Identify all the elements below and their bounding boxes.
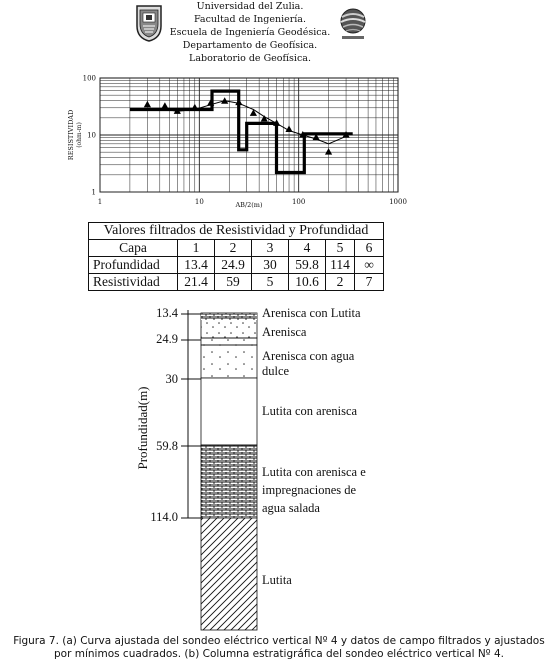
table-cell: 13.4 bbox=[178, 257, 215, 274]
y-tick-label: 10 bbox=[87, 131, 96, 140]
filtered-values-table bbox=[88, 222, 384, 291]
table-title-row bbox=[89, 223, 384, 240]
y-tick-label: 1 bbox=[91, 188, 96, 197]
table-row bbox=[89, 240, 384, 257]
table-cell: 6 bbox=[355, 240, 384, 257]
table-cell: 30 bbox=[252, 257, 289, 274]
header-line: Escuela de Ingeniería Geodésica. bbox=[169, 27, 331, 38]
depth-label: 59.8 bbox=[156, 439, 178, 453]
lithology-label: Lutita con arenisca bbox=[262, 404, 358, 418]
lithology-label: impregnaciones de bbox=[262, 483, 357, 497]
table-row bbox=[89, 274, 384, 291]
x-tick-label: 100 bbox=[291, 198, 306, 206]
table-cell: 7 bbox=[355, 274, 384, 291]
resistivity-sounding-chart bbox=[0, 60, 558, 220]
lithology-label: Arenisca con agua bbox=[262, 349, 355, 363]
depth-axis-label: Profundidad(m) bbox=[135, 386, 150, 470]
table-cell: 2 bbox=[326, 274, 355, 291]
table-title: Valores filtrados de Resistividad y Profundidad bbox=[89, 223, 384, 240]
caption-line: por mínimos cuadrados. (b) Columna estratigráfica del sondeo eléctrico vertical Nº 4. bbox=[54, 648, 504, 660]
lithology-label: Arenisca con Lutita bbox=[262, 306, 361, 320]
table-cell: ∞ bbox=[355, 257, 384, 274]
y-axis-label: RESISTIVIDAD bbox=[67, 109, 75, 161]
table-cell: 59 bbox=[215, 274, 252, 291]
caption-line: Figura 7. (a) Curva ajustada del sondeo eléctrico vertical Nº 4 y datos de campo filtrados y ajustados bbox=[13, 635, 545, 647]
layer-lutita bbox=[201, 518, 257, 630]
x-axis-label: AB/2(m) bbox=[235, 201, 263, 209]
x-tick-label: 1000 bbox=[389, 198, 407, 206]
table-cell: Capa bbox=[89, 240, 178, 257]
lithology-label: agua salada bbox=[262, 501, 320, 515]
table-cell: Resistividad bbox=[89, 274, 178, 291]
table-cell: 10.6 bbox=[289, 274, 326, 291]
layer-arenisca-agua-dulce bbox=[201, 345, 257, 378]
x-tick-label: 10 bbox=[194, 198, 204, 206]
y-tick-label: 100 bbox=[82, 74, 96, 83]
lithology-label: Arenisca bbox=[262, 325, 307, 339]
lithology-label: Lutita bbox=[262, 573, 292, 587]
depth-label: 114.0 bbox=[150, 510, 178, 524]
table-cell: 1 bbox=[178, 240, 215, 257]
table-cell: 114 bbox=[326, 257, 355, 274]
table-cell: 5 bbox=[252, 274, 289, 291]
layer-arenisca-dashed bbox=[201, 313, 257, 320]
lithology-label: Lutita con arenisca e bbox=[262, 465, 366, 479]
figure-caption bbox=[0, 635, 558, 661]
x-tick-label: 1 bbox=[97, 198, 103, 206]
depth-label: 24.9 bbox=[156, 332, 178, 346]
lithology-label: dulce bbox=[262, 364, 290, 378]
table-row bbox=[89, 257, 384, 274]
layer-arenisca bbox=[201, 338, 257, 345]
header-line: Facultad de Ingeniería. bbox=[193, 14, 306, 25]
table-cell: 2 bbox=[215, 240, 252, 257]
header-line: Laboratorio de Geofísica. bbox=[189, 53, 311, 64]
header-line: Departamento de Geofísica. bbox=[182, 40, 318, 51]
depth-label: 30 bbox=[165, 372, 178, 386]
layer-lutita-agua-salada bbox=[201, 445, 257, 518]
table-cell: 5 bbox=[326, 240, 355, 257]
table-cell: 21.4 bbox=[178, 274, 215, 291]
table-cell: 59.8 bbox=[289, 257, 326, 274]
table-cell: Profundidad bbox=[89, 257, 178, 274]
depth-label: 13.4 bbox=[156, 306, 178, 320]
table-cell: 4 bbox=[289, 240, 326, 257]
table-cell: 24.9 bbox=[215, 257, 252, 274]
header-line: Universidad del Zulia. bbox=[196, 1, 304, 12]
y-axis-unit: (ohm-m) bbox=[76, 122, 83, 148]
table-cell: 3 bbox=[252, 240, 289, 257]
layer-lutita-con-arenisca bbox=[201, 378, 257, 445]
